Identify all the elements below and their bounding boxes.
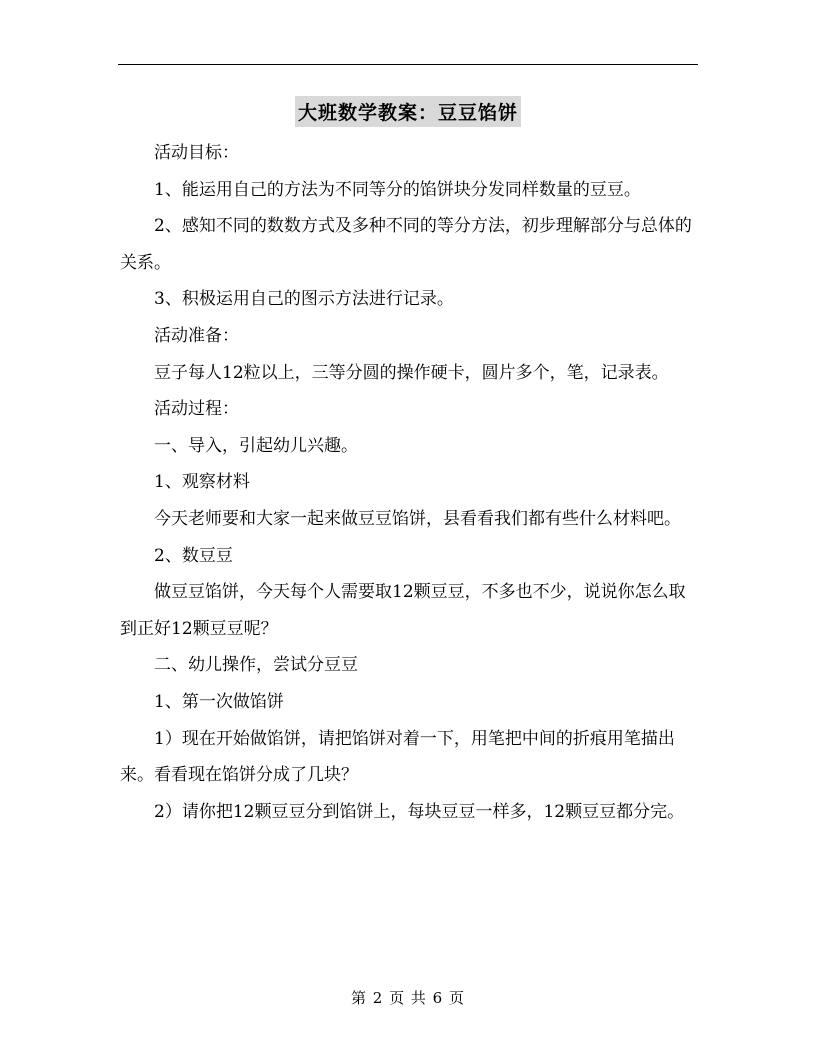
paragraph: 2、数豆豆 [154, 545, 233, 566]
paragraph: 1）现在开始做馅饼，请把馅饼对着一下，用笔把中间的折痕用笔描出来。看看现在馅饼分成了几块？ [120, 728, 675, 786]
paragraph: 2、感知不同的数数方式及多种不同的等分方法，初步理解部分与总体的关系。 [120, 216, 692, 273]
document-title-row [0, 96, 816, 127]
header-rule [118, 64, 698, 65]
paragraph: 1、能运用自己的方法为不同等分的馅饼块分发同样数量的豆豆。 [154, 179, 641, 200]
paragraph: 活动准备： [154, 325, 239, 346]
paragraph: 3、积极运用自己的图示方法进行记录。 [154, 289, 454, 310]
document-title: 大班数学教案：豆豆馅饼 [295, 96, 521, 127]
paragraph: 1、第一次做馅饼 [154, 691, 284, 712]
page-number: 第 2 页 共 6 页 [351, 989, 465, 1007]
paragraph: 2）请你把12颗豆豆分到馅饼上，每块豆豆一样多，12颗豆豆都分完。 [154, 801, 685, 822]
paragraph: 做豆豆馅饼，今天每个人需要取12颗豆豆，不多也不少，说说你怎么取到正好12颗豆豆呢？ [120, 582, 686, 639]
paragraph: 二、幼儿操作，尝试分豆豆 [154, 655, 358, 676]
paragraph: 1、观察材料 [154, 472, 250, 493]
paragraph: 活动目标： [154, 143, 239, 163]
paragraph: 今天老师要和大家一起来做豆豆馅饼，县看看我们都有些什么材料吧。 [154, 508, 681, 529]
paragraph: 活动过程： [154, 399, 239, 420]
paragraph: 一、导入，引起幼儿兴趣。 [154, 435, 358, 456]
paragraph: 豆子每人12粒以上，三等分圆的操作硬卡，圆片多个，笔，记录表。 [154, 362, 669, 383]
document-body [120, 135, 698, 830]
